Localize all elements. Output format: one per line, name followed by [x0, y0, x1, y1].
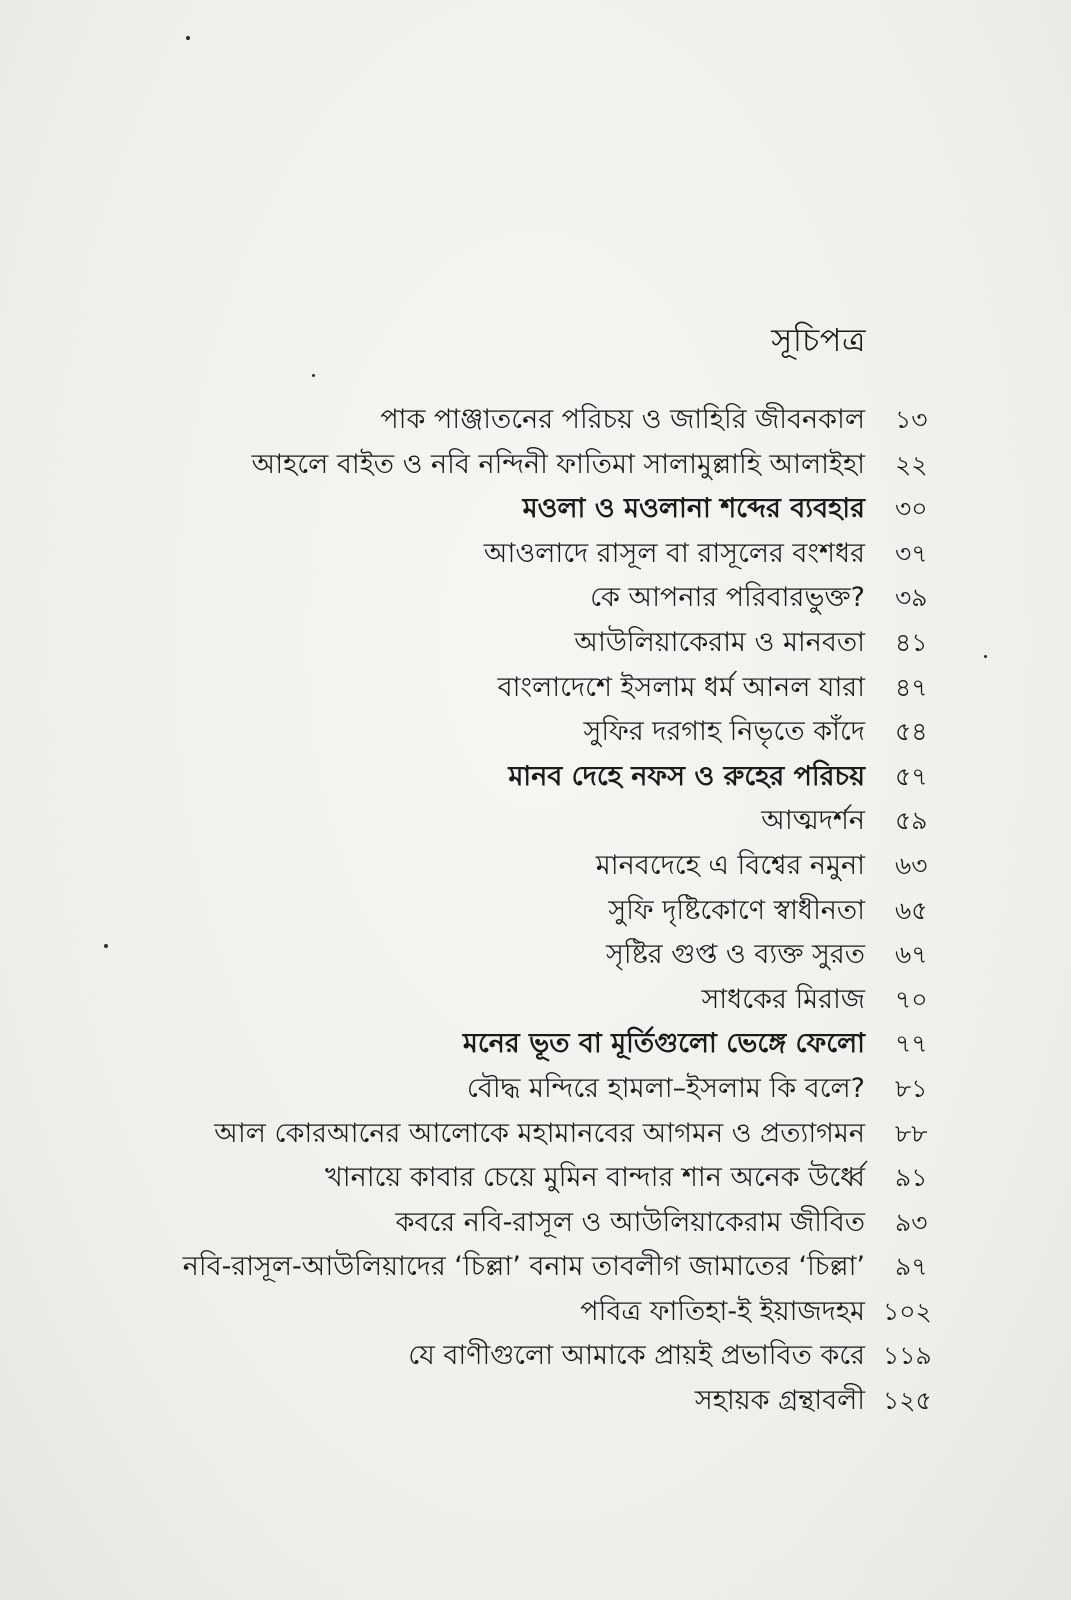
toc-entry-page: ৮১	[895, 1073, 928, 1103]
toc-heading: সূচিপত্র	[771, 321, 866, 359]
toc-entry-title: মনের ভূত বা মূর্তিগুলো ভেঙ্গে ফেলো	[462, 1028, 865, 1060]
toc-row[interactable]	[100, 799, 960, 844]
toc-entry-title: বৌদ্ধ মন্দিরে হামলা–ইসলাম কি বলে?	[466, 1072, 865, 1104]
toc-row[interactable]	[100, 621, 960, 666]
toc-entry-title: সাধকের মিরাজ	[701, 983, 865, 1015]
toc-row[interactable]	[100, 710, 960, 755]
toc-entry-title: মানবদেহে এ বিশ্বের নমুনা	[595, 849, 865, 881]
toc-entry-page: ৪৭	[895, 672, 928, 702]
toc-entry-page: ৯৩	[895, 1207, 928, 1237]
toc-entry-page: ১৩	[895, 405, 928, 434]
toc-row[interactable]	[100, 1022, 960, 1067]
toc-entry-page: ১১৯	[883, 1341, 932, 1371]
toc-entry-title: নবি-রাসূল-আউলিয়াদের ‘চিল্লা’ বনাম তাবলীগ জামাতের ‘চিল্লা’	[182, 1251, 865, 1283]
toc-row[interactable]	[100, 1290, 960, 1335]
toc-entry-title: আল কোরআনের আলোকে মহামানবের আগমন ও প্রত্যাগমন	[214, 1117, 865, 1149]
toc-entry-page: ৭৭	[895, 1029, 928, 1059]
toc-entry-title: মানব দেহে নফস ও রুহের পরিচয়	[508, 760, 865, 792]
toc-entry-page: ৬৩	[895, 850, 928, 880]
toc-entry-page: ৩০	[895, 494, 928, 524]
toc-row[interactable]	[100, 1334, 960, 1379]
toc-list	[100, 398, 960, 1424]
toc-entry-page: ৬৫	[895, 895, 928, 925]
toc-entry-title: যে বাণীগুলো আমাকে প্রায়ই প্রভাবিত করে	[408, 1340, 865, 1372]
toc-row[interactable]	[100, 1112, 960, 1157]
toc-entry-page: ২২	[895, 449, 928, 479]
toc-row[interactable]	[100, 978, 960, 1023]
toc-row[interactable]	[100, 844, 960, 889]
toc-row[interactable]	[100, 1379, 960, 1424]
toc-row[interactable]	[100, 933, 960, 978]
paper-speck	[186, 36, 190, 40]
toc-entry-page: ৭০	[895, 984, 928, 1014]
toc-entry-page: ৬৭	[895, 940, 928, 970]
toc-row[interactable]	[100, 1156, 960, 1201]
toc-row[interactable]	[100, 1245, 960, 1290]
toc-entry-page: ৪১	[895, 627, 928, 657]
toc-entry-title: সুফির দরগাহ নিভৃতে কাঁদে	[583, 716, 865, 748]
toc-entry-title: কে আপনার পরিবারভুক্ত?	[590, 582, 865, 614]
toc-entry-page: ৯৭	[895, 1252, 928, 1282]
toc-entry-page: ১০২	[883, 1296, 932, 1326]
toc-entry-title: সৃষ্টির গুপ্ত ও ব্যক্ত সুরত	[606, 939, 865, 971]
toc-entry-title: বাংলাদেশে ইসলাম ধর্ম আনল যারা	[497, 671, 865, 703]
toc-entry-page: ৫৯	[895, 806, 928, 836]
toc-entry-title: সুফি দৃষ্টিকোণে স্বাধীনতা	[608, 894, 865, 926]
toc-row[interactable]	[100, 487, 960, 532]
toc-row[interactable]	[100, 443, 960, 488]
toc-entry-page: ১২৫	[883, 1386, 932, 1416]
paper-speck	[312, 374, 315, 377]
toc-entry-page: ৩৭	[895, 538, 928, 568]
toc-row[interactable]	[100, 1201, 960, 1246]
toc-entry-page: ৫৪	[895, 717, 928, 747]
paper-speck	[984, 655, 987, 658]
toc-entry-page: ৩৯	[895, 583, 928, 613]
toc-row[interactable]	[100, 755, 960, 800]
toc-entry-title: আহলে বাইত ও নবি নন্দিনী ফাতিমা সালামুল্লাহি আলাইহা	[251, 448, 865, 480]
toc-entry-title: সহায়ক গ্রন্থাবলী	[694, 1385, 865, 1417]
toc-row[interactable]	[100, 532, 960, 577]
toc-entry-title: পবিত্র ফাতিহা-ই ইয়াজদহম	[580, 1295, 865, 1327]
toc-entry-title: আত্মদর্শন	[761, 805, 865, 837]
toc-entry-title: আউলিয়াকেরাম ও মানবতা	[574, 626, 865, 658]
toc-entry-title: মওলা ও মওলানা শব্দের ব্যবহার	[522, 493, 865, 525]
toc-entry-page: ৯১	[895, 1163, 928, 1193]
toc-entry-title: খানায়ে কাবার চেয়ে মুমিন বান্দার শান অনেক উর্ধ্বে	[325, 1162, 865, 1194]
toc-entry-title: আওলাদে রাসূল বা রাসূলের বংশধর	[483, 537, 865, 569]
toc-entry-page: ৫৭	[895, 761, 928, 791]
toc-row[interactable]	[100, 576, 960, 621]
toc-entry-title: পাক পাঞ্জাতনের পরিচয় ও জাহিরি জীবনকাল	[380, 404, 865, 435]
toc-row[interactable]	[100, 398, 960, 443]
toc-row[interactable]	[100, 666, 960, 711]
toc-row[interactable]	[100, 889, 960, 934]
toc-row[interactable]	[100, 1067, 960, 1112]
toc-entry-page: ৮৮	[895, 1118, 928, 1148]
toc-entry-title: কবরে নবি-রাসূল ও আউলিয়াকেরাম জীবিত	[395, 1206, 865, 1238]
